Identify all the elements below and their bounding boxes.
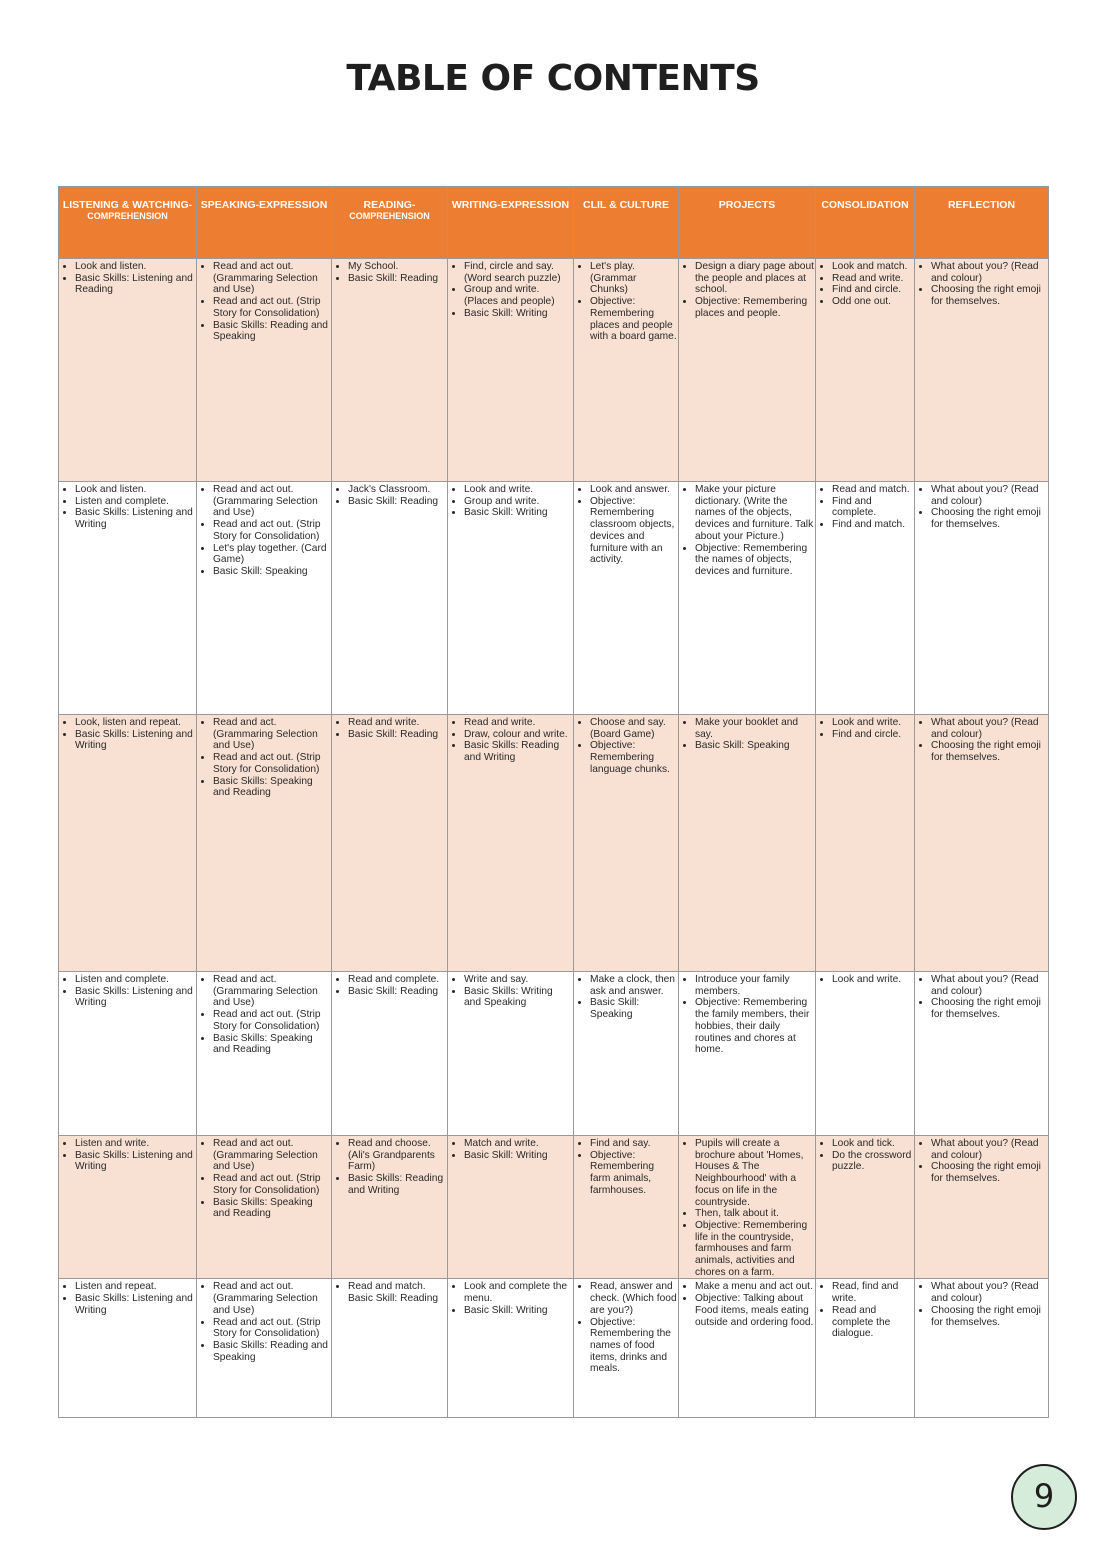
table-cell [679,259,816,482]
list-item: • Make your picture dictionary. (Write the names of the objects, devices and furniture. Talk about your Picture.) [695,484,814,543]
list-item: • Basic Skill: Speaking [213,566,330,578]
list-item: • Read and write. [464,717,572,729]
list-item: • Choosing the right emoji for themselves. [931,284,1047,307]
list-item: • Basic Skills: Listening and Writing [75,507,195,530]
page-title: TABLE OF CONTENTS [346,58,760,99]
table-cell [816,1279,915,1418]
table-cell [574,972,679,1136]
list-item: • Read and complete the dialogue. [832,1305,913,1340]
cell-item-list [336,484,446,507]
table-cell [915,972,1049,1136]
cell-item-list [336,1138,446,1197]
list-item: • Objective: Remembering the family members, their hobbies, their daily routines and chores at home. [695,997,814,1056]
page-number-badge: 9 [1011,1464,1077,1530]
list-item: • Match and write. [464,1138,572,1150]
list-item: • Choose and say. (Board Game) [590,717,677,740]
contents-table [58,186,1049,1418]
table-cell [332,1136,448,1279]
cell-item-list [919,1281,1047,1328]
cell-item-list [578,1281,677,1375]
list-item: • Make your booklet and say. [695,717,814,740]
table-cell [332,259,448,482]
list-item: • Make a menu and act out. [695,1281,814,1293]
table-row [59,259,1049,482]
table-cell [59,1279,197,1418]
cell-item-list [201,261,330,343]
cell-item-list [201,484,330,578]
list-item: • Read and choose. (Ali's Grandparents Farm) [348,1138,446,1173]
cell-item-list [452,974,572,1009]
list-item: • Odd one out. [832,296,913,308]
cell-item-list [63,974,195,1009]
list-item: • Let's play together. (Card Game) [213,543,330,566]
list-item: • Read and act. (Grammaring Selection and Use) [213,974,330,1009]
cell-item-list [578,484,677,566]
list-item: • Find and match. [832,519,913,531]
list-item: • What about you? (Read and colour) [931,484,1047,507]
list-item: • Introduce your family members. [695,974,814,997]
column-header: CLIL & CULTURE [574,187,679,259]
table-cell [59,259,197,482]
list-item: • Look and answer. [590,484,677,496]
list-item: • Read and act out. (Strip Story for Consolidation) [213,752,330,775]
table-cell [574,715,679,972]
table-row [59,1279,1049,1418]
list-item: • Objective: Talking about Food items, meals eating outside and ordering food. [695,1293,814,1328]
cell-item-list [452,484,572,519]
cell-item-list [820,1281,913,1340]
cell-item-list [452,717,572,764]
table-cell [679,482,816,715]
cell-item-list [683,974,814,1056]
list-item: • Read, answer and check. (Which food are you?) [590,1281,677,1316]
list-item: • Basic Skills: Listening and Writing [75,986,195,1009]
list-item: • Jack's Classroom. [348,484,446,496]
table-row [59,1136,1049,1279]
list-item: • Find and circle. [832,284,913,296]
list-item: • Listen and write. [75,1138,195,1150]
list-item: • Basic Skills: Listening and Writing [75,1293,195,1316]
list-item: • Read and act out. (Strip Story for Consolidation) [213,519,330,542]
list-item: • Let's play. (Grammar Chunks) [590,261,677,296]
table-cell [816,715,915,972]
cell-item-list [63,484,195,531]
cell-item-list [919,974,1047,1021]
list-item: • Basic Skill: Reading [348,273,446,285]
cell-item-list [578,717,677,776]
table-cell [574,259,679,482]
table-cell [574,1136,679,1279]
list-item: • Choosing the right emoji for themselves. [931,507,1047,530]
cell-item-list [820,974,913,986]
list-item: • Basic Skills: Reading and Writing [464,740,572,763]
column-header: LISTENING & WATCHING- COMPREHENSION [59,187,197,259]
list-item: • Make a clock, then ask and answer. [590,974,677,997]
list-item: • Basic Skill: Reading [348,729,446,741]
list-item: • Read and act. (Grammaring Selection and Use) [213,717,330,752]
list-item: • What about you? (Read and colour) [931,717,1047,740]
list-item: • Objective: Remembering farm animals, farmhouses. [590,1150,677,1197]
table-cell [332,1279,448,1418]
table-cell [679,715,816,972]
list-item: • Write and say. [464,974,572,986]
cell-item-list [452,261,572,320]
list-item: • Look and write. [464,484,572,496]
list-item: • Group and write. [464,496,572,508]
list-item: • Look and write. [832,717,913,729]
table-cell [816,972,915,1136]
list-item: • Design a diary page about the people and places at school. [695,261,814,296]
list-item: • Basic Skill: Writing [464,1305,572,1317]
cell-item-list [919,717,1047,764]
list-item: • Read and match. [832,484,913,496]
list-item: • Read and act out. (Grammaring Selection and Use) [213,484,330,519]
list-item: • Basic Skills: Reading and Writing [348,1173,446,1196]
list-item: • What about you? (Read and colour) [931,1281,1047,1304]
cell-item-list [820,484,913,531]
list-item: • Basic Skill: Reading [348,496,446,508]
cell-item-list [919,484,1047,531]
list-item: • Objective: Remembering places and people with a board game. [590,296,677,343]
table-cell [915,715,1049,972]
table-cell [448,972,574,1136]
table-cell [679,1136,816,1279]
table-cell [448,482,574,715]
list-item: • Group and write. (Places and people) [464,284,572,307]
list-item: • Basic Skills: Writing and Speaking [464,986,572,1009]
cell-item-list [201,1138,330,1220]
list-item: • Draw, colour and write. [464,729,572,741]
cell-item-list [336,974,446,997]
cell-item-list [578,974,677,1021]
list-item: • Look and complete the menu. [464,1281,572,1304]
header-row [59,187,1049,259]
list-item: • Read and act out. (Grammaring Selection and Use) [213,261,330,296]
cell-item-list [201,974,330,1056]
table-row [59,972,1049,1136]
list-item: • Read and write. [832,273,913,285]
table-cell [448,1279,574,1418]
list-item: • Choosing the right emoji for themselves. [931,1161,1047,1184]
list-item: • Look and tick. [832,1138,913,1150]
table-cell [197,715,332,972]
table-cell [59,972,197,1136]
list-item: • Read and act out. (Strip Story for Consolidation) [213,1009,330,1032]
cell-item-list [919,1138,1047,1185]
column-header: CONSOLIDATION [816,187,915,259]
table-cell [448,259,574,482]
list-item: • Objective: Remembering life in the countryside, farmhouses and farm animals, activities and chores on a farm. [695,1220,814,1279]
cell-item-list [919,261,1047,308]
list-item: • Read and act out. (Strip Story for Consolidation) [213,1317,330,1340]
cell-item-list [63,1281,195,1316]
cell-item-list [820,1138,913,1173]
list-item: • Find, circle and say. (Word search puzzle) [464,261,572,284]
list-item: • Basic Skill: Speaking [695,740,814,752]
cell-item-list [452,1281,572,1316]
list-item: • Basic Skill: Writing [464,507,572,519]
list-item: • Read and act out. (Strip Story for Consolidation) [213,296,330,319]
list-item: • Basic Skills: Reading and Speaking [213,1340,330,1363]
table-cell [679,972,816,1136]
cell-item-list [683,717,814,752]
cell-item-list [820,261,913,308]
list-item: • Objective: Remembering classroom objects, devices and furniture with an activity. [590,496,677,566]
list-item: • Find and circle. [832,729,913,741]
list-item: • Basic Skill: Speaking [590,997,677,1020]
cell-item-list [820,717,913,740]
list-item: • Basic Skills: Speaking and Reading [213,1033,330,1056]
list-item: • Listen and repeat. [75,1281,195,1293]
list-item: • Read, find and write. [832,1281,913,1304]
list-item: • Basic Skills: Speaking and Reading [213,1197,330,1220]
table-cell [574,1279,679,1418]
table-cell [816,1136,915,1279]
list-item: • Read and act out. (Strip Story for Consolidation) [213,1173,330,1196]
table-cell [915,482,1049,715]
list-item: • Look and match. [832,261,913,273]
list-item: • Basic Skills: Reading and Speaking [213,320,330,343]
list-item: • Look and listen. [75,484,195,496]
list-item: • Look, listen and repeat. [75,717,195,729]
table-cell [332,482,448,715]
column-header: PROJECTS [679,187,816,259]
table-cell [197,259,332,482]
list-item: • Objective: Remembering the names of objects, devices and furniture. [695,543,814,578]
table-cell [915,259,1049,482]
list-item: • Pupils will create a brochure about 'Homes, Houses & The Neighbourhood' with a focus on life in the countryside. [695,1138,814,1208]
table-cell [332,715,448,972]
cell-item-list [63,1138,195,1173]
list-item: • Choosing the right emoji for themselves. [931,740,1047,763]
list-item: • Choosing the right emoji for themselves. [931,1305,1047,1328]
table-cell [197,482,332,715]
column-header: READING- COMPREHENSION [332,187,448,259]
cell-item-list [683,1138,814,1278]
list-item: • Read and act out. (Grammaring Selection and Use) [213,1138,330,1173]
list-item: • Find and say. [590,1138,677,1150]
cell-item-list [683,261,814,320]
list-item: • Listen and complete. [75,496,195,508]
list-item: • Basic Skill: Writing [464,1150,572,1162]
cell-item-list [452,1138,572,1161]
list-item: • Find and complete. [832,496,913,519]
list-item: • My School. [348,261,446,273]
cell-item-list [578,261,677,343]
table-cell [59,482,197,715]
cell-item-list [683,484,814,578]
cell-item-list [63,717,195,752]
table-cell [679,1279,816,1418]
list-item: • Objective: Remembering the names of food items, drinks and meals. [590,1317,677,1376]
list-item: • Do the crossword puzzle. [832,1150,913,1173]
table-cell [197,1279,332,1418]
table-cell [915,1136,1049,1279]
list-item: • Read and match. Basic Skill: Reading [348,1281,446,1304]
table-cell [448,715,574,972]
table-cell [59,1136,197,1279]
cell-item-list [63,261,195,296]
cell-item-list [578,1138,677,1197]
table-row [59,482,1049,715]
list-item: • Look and listen. [75,261,195,273]
list-item: • Objective: Remembering language chunks. [590,740,677,775]
list-item: • Then, talk about it. [695,1208,814,1220]
list-item: • Objective: Remembering places and people. [695,296,814,319]
cell-item-list [336,1281,446,1304]
list-item: • Choosing the right emoji for themselves. [931,997,1047,1020]
cell-item-list [201,717,330,799]
table-cell [59,715,197,972]
table-cell [816,259,915,482]
table-row [59,715,1049,972]
list-item: • Read and write. [348,717,446,729]
list-item: • Read and complete. [348,974,446,986]
cell-item-list [336,717,446,740]
list-item: • Basic Skills: Speaking and Reading [213,776,330,799]
list-item: • What about you? (Read and colour) [931,974,1047,997]
list-item: • Listen and complete. [75,974,195,986]
list-item: • Basic Skills: Listening and Writing [75,1150,195,1173]
list-item: • Look and write. [832,974,913,986]
cell-item-list [201,1281,330,1363]
table-cell [197,1136,332,1279]
cell-item-list [683,1281,814,1328]
column-header: REFLECTION [915,187,1049,259]
list-item: • Read and act out. (Grammaring Selection and Use) [213,1281,330,1316]
list-item: • Basic Skill: Writing [464,308,572,320]
list-item: • Basic Skills: Listening and Writing [75,729,195,752]
table-cell [332,972,448,1136]
table-cell [574,482,679,715]
list-item: • Basic Skills: Listening and Reading [75,273,195,296]
table-cell [816,482,915,715]
table-cell [448,1136,574,1279]
table-cell [197,972,332,1136]
list-item: • What about you? (Read and colour) [931,1138,1047,1161]
column-header: SPEAKING-EXPRESSION [197,187,332,259]
list-item: • What about you? (Read and colour) [931,261,1047,284]
table-cell [915,1279,1049,1418]
list-item: • Basic Skill: Reading [348,986,446,998]
column-header: WRITING-EXPRESSION [448,187,574,259]
cell-item-list [336,261,446,284]
